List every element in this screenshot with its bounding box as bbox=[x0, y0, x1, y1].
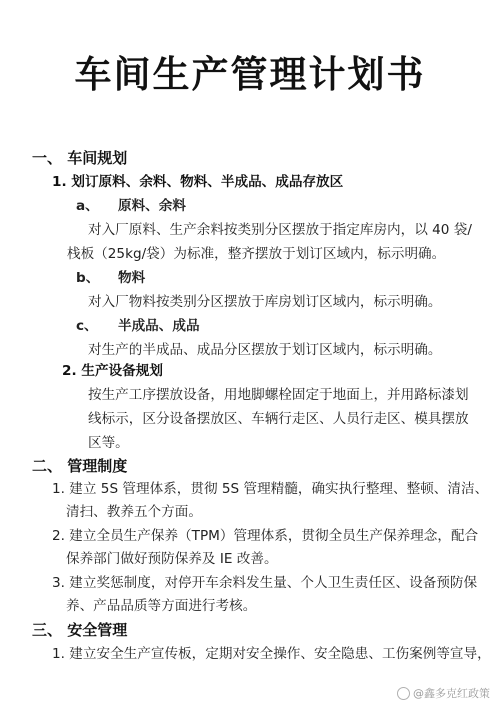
subitem-c-marker: c、 bbox=[76, 318, 98, 334]
subitem-a-text-line-2: 栈板（25kg/袋）为标准，整齐摆放于划订区域内，标示明确。 bbox=[67, 246, 446, 262]
subitem-b-title: 物料 bbox=[118, 270, 146, 286]
watermark-logo-icon bbox=[397, 687, 410, 700]
section-2-item-3-line-1: 3. 建立奖惩制度，对停开车余料发生量、个人卫生责任区、设备预防保 bbox=[52, 575, 478, 591]
section-2-heading: 二、 管理制度 bbox=[32, 457, 128, 475]
item-2-text-line-3: 区等。 bbox=[88, 435, 129, 451]
document-title: 车间生产管理计划书 bbox=[74, 53, 426, 96]
section-2-item-1-line-2: 清扫、教养五个方面。 bbox=[66, 504, 202, 520]
subitem-b-text: 对入厂物料按类别分区摆放于库房划订区域内，标示明确。 bbox=[88, 294, 442, 310]
subitem-c-title: 半成品、成品 bbox=[118, 318, 200, 334]
section-2-item-3-line-2: 养、产品品质等方面进行考核。 bbox=[66, 598, 257, 614]
item-2-text-line-1: 按生产工序摆放设备，用地脚螺栓固定于地面上，并用路标漆划 bbox=[88, 387, 469, 403]
section-1-item-2-heading: 2. 生产设备规划 bbox=[62, 363, 163, 379]
section-3-item-1-line-1: 1. 建立安全生产宣传板，定期对安全操作、安全隐患、工伤案例等宣导， bbox=[52, 646, 491, 662]
subitem-a-title: 原料、余料 bbox=[118, 198, 186, 214]
subitem-b-marker: b、 bbox=[76, 270, 100, 286]
subitem-c-text: 对生产的半成品、成品分区摆放于划订区域内，标示明确。 bbox=[88, 342, 442, 358]
section-1-item-1-heading: 1. 划订原料、余料、物料、半成品、成品存放区 bbox=[52, 174, 344, 190]
subitem-a-text-line-1: 对入厂原料、生产余料按类别分区摆放于指定库房内，以 40 袋/ bbox=[88, 222, 472, 238]
section-2-item-2-line-2: 保养部门做好预防保养及 IE 改善。 bbox=[66, 551, 278, 567]
watermark-text: @鑫多克红政策 bbox=[413, 687, 490, 700]
watermark bbox=[397, 685, 490, 701]
subitem-a-marker: a、 bbox=[76, 198, 99, 214]
item-2-text-line-2: 线标示，区分设备摆放区、车辆行走区、人员行走区、模具摆放 bbox=[88, 411, 469, 427]
section-3-heading: 三、 安全管理 bbox=[32, 621, 128, 639]
section-1-heading: 一、 车间规划 bbox=[32, 149, 128, 167]
section-2-item-1-line-1: 1. 建立 5S 管理体系，贯彻 5S 管理精髓，确实执行整理、整顿、清洁、 bbox=[52, 481, 489, 497]
section-2-item-2-line-1: 2. 建立全员生产保养（TPM）管理体系，贯彻全员生产保养理念，配合 bbox=[52, 528, 479, 544]
